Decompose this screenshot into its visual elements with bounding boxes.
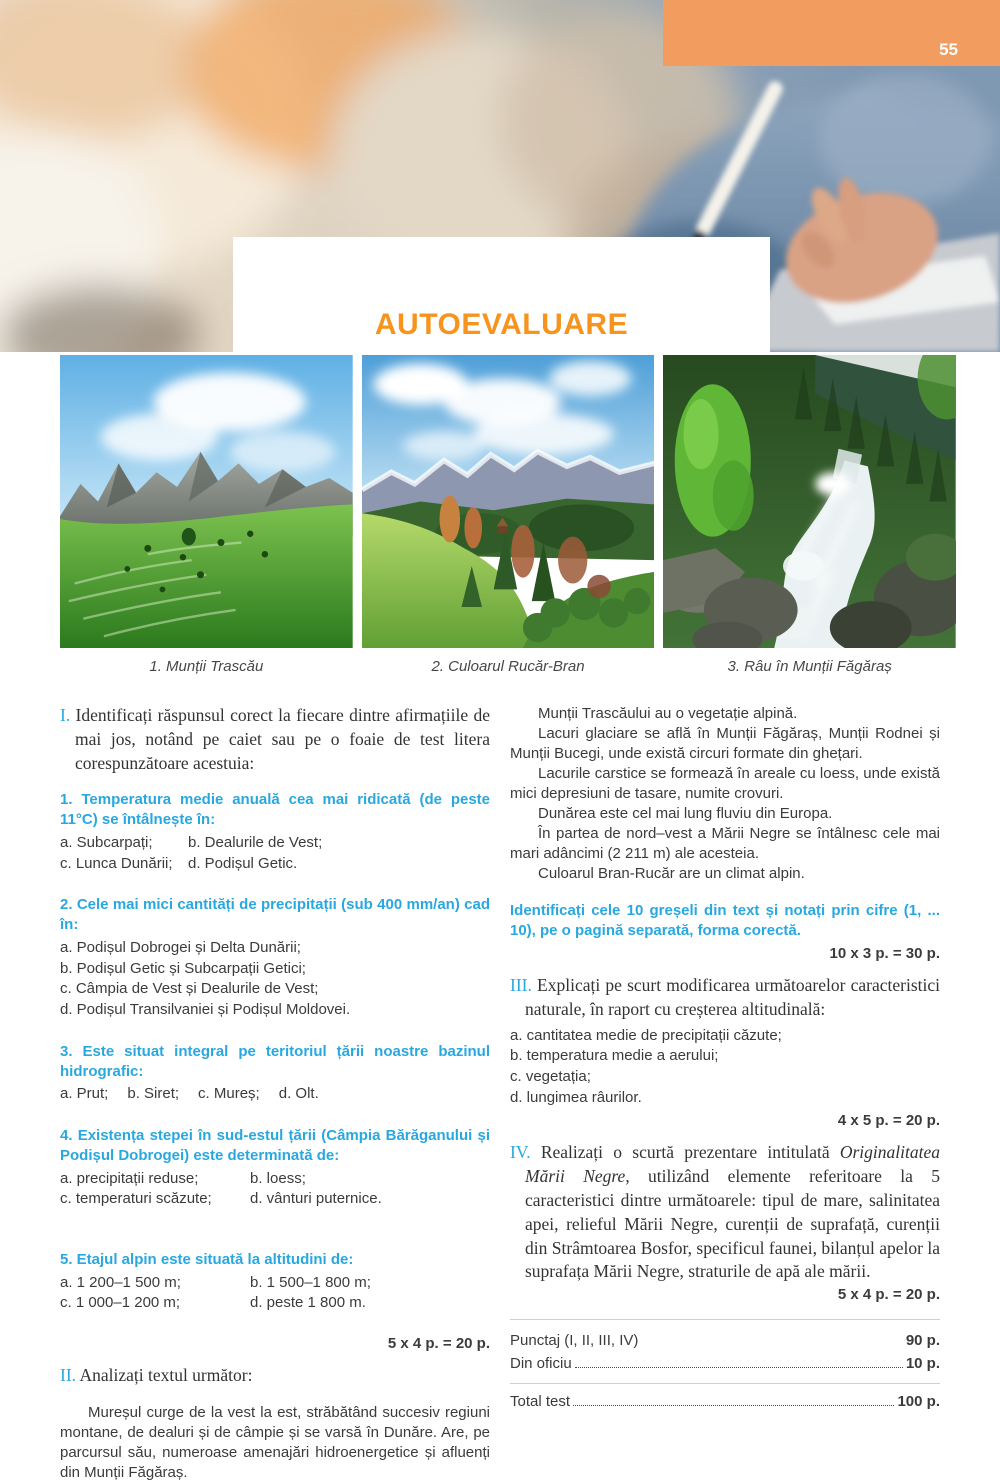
option: b. 1 500–1 800 m; [250,1273,371,1291]
scoring-table [510,1319,940,1413]
option: c. Mureș; [198,1085,260,1103]
list-item: a. cantitatea medie de precipitații căzute; [510,1026,782,1044]
option: d. Olt. [278,1085,319,1103]
page-title: AUTOEVALUARE [374,308,629,341]
left-column [60,704,490,1483]
option: c. temperaturi scăzute; [60,1190,212,1208]
section-2-intro: II. Analizați textul următor: [60,1365,253,1386]
option: c. Lunca Dunării; [60,854,173,872]
section-1-numeral: I. [60,705,71,725]
list-item: c. vegetația; [510,1068,591,1085]
section-1-score: 5 x 4 p. = 20 p. [387,1335,490,1353]
question-5 [60,1250,490,1314]
option: d. Podișul Getic. [188,854,298,872]
question-5-text: 5. Etajul alpin este situată la altitudini de: [60,1250,354,1268]
title-box [233,237,770,352]
section-4-score: 5 x 4 p. = 20 p. [837,1286,940,1304]
section-2-numeral: II. [60,1365,77,1386]
option: d. peste 1 800 m. [250,1294,366,1312]
question-1-options [60,833,490,874]
section-2-score: 10 x 3 p. = 30 p. [829,945,940,963]
analysis-paragraph: Culoarul Bran-Rucăr are un climat alpin. [538,864,805,882]
analysis-paragraph: Lacurile carstice se formează în areale cu loess, unde există mici depresiuni de tasare, numite crovuri. [510,764,940,802]
question-4 [60,1126,490,1210]
scoring-label: Total test [510,1392,571,1410]
fagaras-river-photo [663,355,956,648]
analysis-paragraph: Munții Trascăului au o vegetație alpină. [538,705,798,722]
option: d. vânturi puternice. [250,1190,382,1208]
analysis-paragraph: Lacuri glaciare se află în Munții Făgăraș, Munții Rodnei și Munții Bucegi, unde există circuri formate din ghețari. [510,724,940,762]
dotted-leader [573,1405,894,1406]
section-2-paragraph: Mureșul curge de la vest la est, străbătând succesiv regiuni montane, de dealuri și de câmpie și se varsă în Dunăre. Are, pe parcursul său, numeroase amenajări hidroenergetice și afluenți din Munții Făgăraș. [60,1403,490,1481]
essay-title: Originalitatea Mării Negre [525,1142,940,1187]
photo-caption-2: 2. Culoarul Rucăr-Bran [431,658,585,675]
option: c. Câmpia de Vest și Dealurile de Vest; [60,980,319,998]
option: a. Prut; [60,1085,109,1103]
question-2 [60,895,490,1020]
scoring-label: Din oficiu [510,1355,572,1373]
photo-caption-3: 3. Râu în Munții Făgăraș [727,658,892,675]
option: a. 1 200–1 500 m; [60,1273,181,1291]
header-banner [0,0,1000,352]
scoring-row-total [510,1383,940,1413]
scoring-row-oficiu [510,1352,940,1375]
right-column [510,704,940,1483]
scoring-value: 10 p. [905,1355,940,1373]
option: a. Subcarpați; [60,833,153,851]
section-3-numeral: III. [510,975,532,996]
question-4-text: 4. Existența stepei în sud-estul țării (Câmpia Bărăganului și Podișul Dobrogei) este determinată de: [60,1126,490,1164]
option: c. 1 000–1 200 m; [60,1294,181,1312]
scoring-value: 90 p. [905,1332,940,1350]
option: b. Dealurile de Vest; [188,833,323,851]
photo-caption-1: 1. Munții Trascău [149,658,264,675]
option: b. loess; [250,1169,306,1187]
scoring-value: 100 p. [897,1392,940,1410]
section-1-intro: I. Identificați răspunsul corect la fiecare dintre afirmațiile de mai jos, notând pe caiet sau pe o foaie de test litera corespunzătoare acestuia: [60,705,490,773]
scoring-row-punctaj [510,1329,940,1352]
option: b. Siret; [127,1085,180,1103]
photo-figure-1 [60,355,353,675]
option: a. Podișul Dobrogei și Delta Dunării; [60,938,301,956]
option: d. Podișul Transilvaniei și Podișul Moldovei. [60,1001,351,1019]
photo-figure-3 [663,355,956,675]
section-2-task: Identificați cele 10 greșeli din text și notați prin cifre (1, ... 10), pe o pagină separată, forma corectă. [510,902,940,940]
scoring-label: Punctaj (I, II, III, IV) [510,1332,639,1350]
question-2-text: 2. Cele mai mici cantități de precipitații (sub 400 mm/an) cad în: [60,896,490,934]
page-number-band [663,0,1000,66]
list-item: b. temperatura medie a aerului; [510,1047,719,1065]
list-item: d. lungimea râurilor. [510,1088,642,1106]
question-3-text: 3. Este situat integral pe teritoriul țării noastre bazinul hidrografic: [60,1042,490,1080]
rucar-bran-corridor-photo [362,355,655,648]
dotted-leader [575,1367,903,1368]
question-2-options [60,938,490,1021]
section-4-intro: IV. Realizați o scurtă prezentare intitulată Originalitatea Mării Negre, utilizând elemente referitoare la 5 caracteristici dintre următoarele: tipul de mare, salinitatea apei, relieful Mării Negre, curenții de suprafață, curenții din Strâmtoarea Bosfor, specificul faunei, bilanțul apelor la suprafața Mării Negre, straturile de apă ale mării. [510,1142,941,1282]
section-4-numeral: IV. [510,1142,531,1163]
option: a. precipitații reduse; [60,1169,199,1187]
question-3-options [60,1084,490,1105]
section-3-intro: III. Explicați pe scurt modificarea următoarelor caracteristici naturale, în raport cu creșterea altitudinală: [510,975,940,1019]
page-number: 55 [939,40,958,59]
trascau-mountains-photo [60,355,353,648]
analysis-paragraph: Dunărea este cel mai lung fluviu din Europa. [538,804,833,822]
photo-figure-2 [362,355,655,675]
photo-row [60,355,956,675]
section-3-items [510,1026,940,1109]
question-5-options [60,1273,490,1314]
question-1-text: 1. Temperatura medie anuală cea mai ridicată (de peste 11°C) se întâlnește în: [60,791,490,829]
question-4-options [60,1169,490,1210]
section-3-score: 4 x 5 p. = 20 p. [837,1112,940,1130]
question-1 [60,790,490,874]
analysis-paragraph: În partea de nord–vest a Mării Negre se întâlnesc cele mai mari adâncimi (2 211 m) ale acesteia. [510,824,940,862]
question-3 [60,1042,490,1105]
content-columns [60,704,940,1483]
option: b. Podișul Getic și Subcarpații Getici; [60,959,306,977]
